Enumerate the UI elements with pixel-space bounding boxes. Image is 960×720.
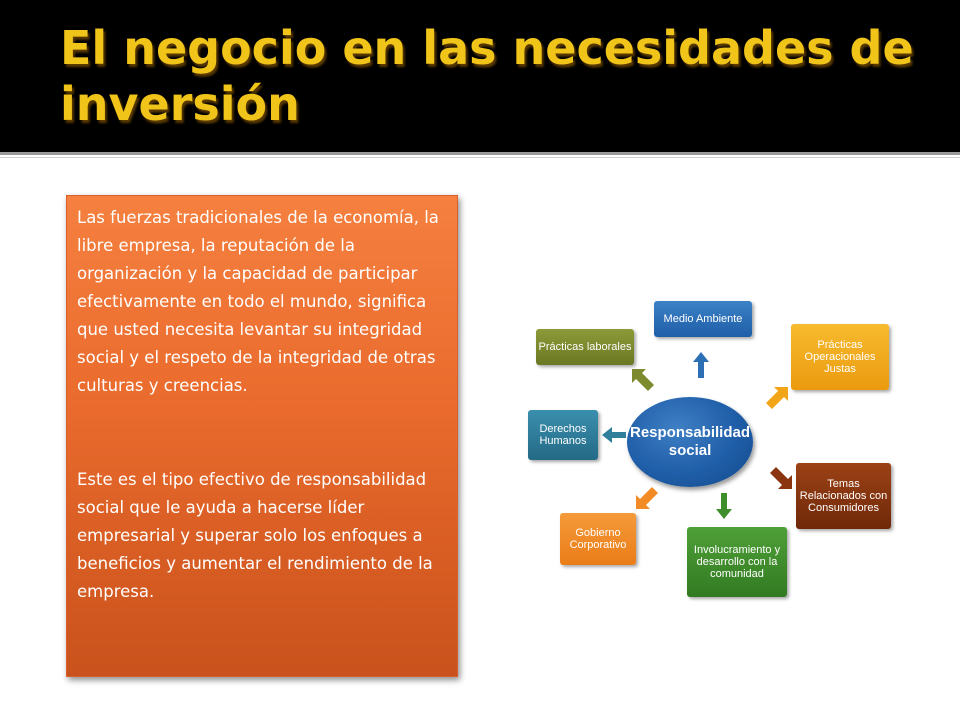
- body-paragraph-1: Las fuerzas tradicionales de la economía, la libre empresa, la reputación de la organización y la capacidad de participar efectivamente en todo el mundo, significa que usted necesita levantar su integridad social y el respeto de la integridad de otras culturas y creencias.: [77, 208, 439, 395]
- node-derechos-humanos: Derechos Humanos: [528, 410, 598, 460]
- arrow-up-left-icon: [632, 369, 656, 393]
- responsabilidad-social-center: Responsabilidad social: [627, 397, 753, 487]
- node-practicas-operacionales: Prácticas Operacionales Justas: [791, 324, 889, 390]
- slide-title: El negocio en las necesidades de inversión: [60, 21, 914, 131]
- arrow-down-icon: [716, 493, 732, 519]
- arrow-down-left-icon: [636, 485, 660, 509]
- arrow-up-icon: [693, 352, 709, 378]
- arrow-down-right-icon: [768, 465, 792, 489]
- node-practicas-laborales: Prácticas laborales: [536, 329, 634, 365]
- arrow-up-right-icon: [764, 387, 788, 411]
- node-temas-consumidores: Temas Relacionados con Consumidores: [796, 463, 891, 529]
- title-divider-thin: [0, 157, 960, 158]
- body-paragraph-2: Este es el tipo efectivo de responsabilidad social que le ayuda a hacerse líder empresarial y superar solo los enfoques a beneficios y aumentar el rendimiento de la empresa.: [77, 470, 433, 601]
- social-responsibility-diagram: [520, 295, 900, 605]
- node-medio-ambiente: Medio Ambiente: [654, 301, 752, 337]
- arrow-left-icon: [602, 427, 626, 443]
- node-involucramiento: Involucramiento y desarrollo con la comunidad: [687, 527, 787, 597]
- node-gobierno-corporativo: Gobierno Corporativo: [560, 513, 636, 565]
- title-bar: [0, 0, 960, 152]
- title-divider: [0, 152, 960, 155]
- orange-text-box: [66, 195, 458, 677]
